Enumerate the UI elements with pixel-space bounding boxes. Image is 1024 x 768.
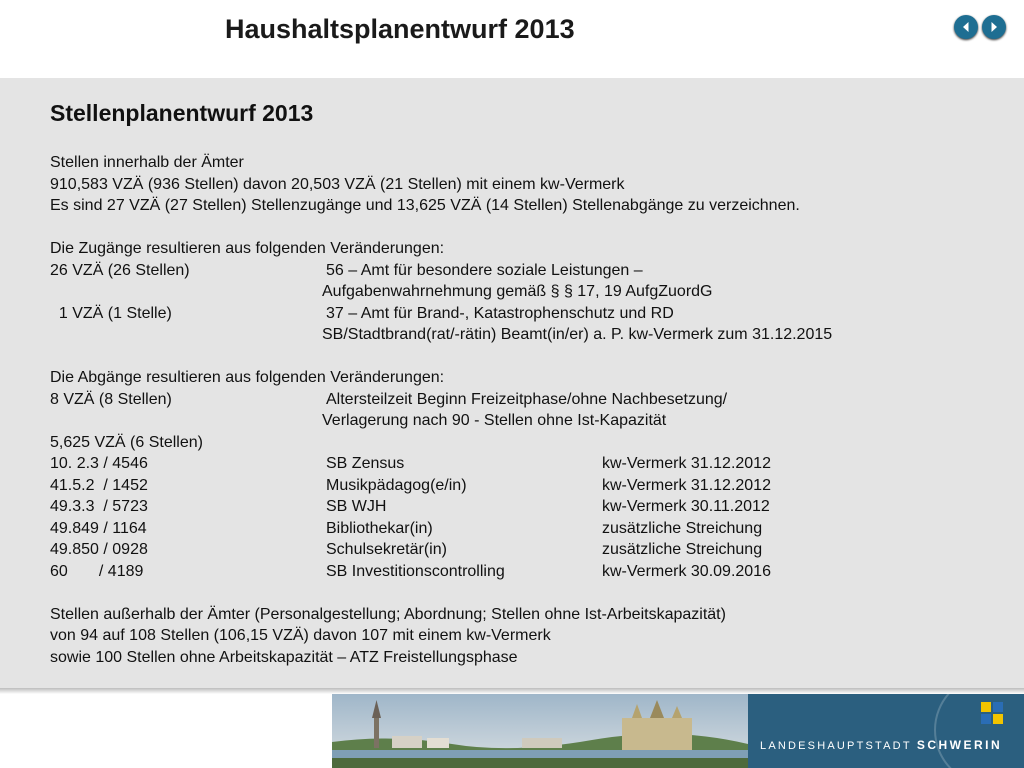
- position-note: zusätzliche Streichung: [602, 519, 763, 537]
- city-name: [760, 738, 1002, 752]
- position-code: 49.3.3 / 5723: [50, 498, 148, 515]
- intro-line: 910,583 VZÄ (936 Stellen) davon 20,503 VZÄ (21 Stellen) mit einem kw-Vermerk: [50, 175, 625, 193]
- position-note: zusätzliche Streichung: [602, 541, 763, 558]
- city-seal-watermark: [934, 694, 1024, 768]
- abgaenge-amount: 8 VZÄ (8 Stellen): [50, 390, 172, 408]
- zugaenge-row: [50, 260, 990, 282]
- abgaenge-desc: Altersteilzeit Beginn Freizeitphase/ohne Nachbesetzung/: [326, 390, 728, 408]
- position-title: Bibliothekar(in): [326, 519, 433, 537]
- city-logo-icon: [981, 702, 1003, 724]
- slide-content: [0, 78, 1024, 688]
- abgaenge-title: Die Abgänge resultieren aus folgenden Veränderungen:: [50, 369, 445, 386]
- zugaenge-continuation: SB/Stadtbrand(rat/-rätin) Beamt(in/er) a. P. kw-Vermerk zum 31.12.2015: [322, 326, 833, 343]
- position-title: Musikpädagog(e/in): [326, 476, 467, 494]
- zugaenge-continuation: Aufgabenwahrnehmung gemäß § § 17, 19 AufgZuordG: [322, 283, 713, 300]
- zugaenge-amount: 1 VZÄ (1 Stelle): [50, 304, 172, 322]
- footer-banner: [332, 694, 1024, 768]
- position-code: 49.849 / 1164: [50, 519, 147, 537]
- table-row: [50, 453, 990, 475]
- brand-panel: [748, 694, 1024, 768]
- ausserhalb-line: Stellen außerhalb der Ämter (Personalgestellung; Abordnung; Stellen ohne Ist-Arbeitskapazität): [50, 605, 726, 623]
- table-row: [50, 539, 990, 561]
- zugaenge-amount: 26 VZÄ (26 Stellen): [50, 261, 190, 279]
- zugaenge-desc: 37 – Amt für Brand-, Katastrophenschutz und RD: [326, 304, 674, 322]
- intro-line: Es sind 27 VZÄ (27 Stellen) Stellenzugänge und 13,625 VZÄ (14 Stellen) Stellenabgänge zu verzeichnen.: [50, 197, 800, 214]
- intro-line: Stellen innerhalb der Ämter: [50, 154, 244, 171]
- position-title: SB Zensus: [326, 455, 405, 472]
- header-bar: [0, 0, 1024, 78]
- position-note: kw-Vermerk 31.12.2012: [602, 455, 771, 472]
- abgaenge-continuation: Verlagerung nach 90 - Stellen ohne Ist-Kapazität: [322, 412, 667, 429]
- table-row: [50, 518, 990, 540]
- position-code: 10. 2.3 / 4546: [50, 455, 148, 472]
- position-note: kw-Vermerk 31.12.2012: [602, 476, 771, 494]
- slide-text: [50, 152, 990, 668]
- city-name-prefix: LANDESHAUPTSTADT: [760, 740, 912, 752]
- ausserhalb-line: sowie 100 Stellen ohne Arbeitskapazität – ATZ Freistellungsphase: [50, 648, 518, 666]
- ausserhalb-line: von 94 auf 108 Stellen (106,15 VZÄ) davon 107 mit einem kw-Vermerk: [50, 627, 551, 644]
- city-name-main: SCHWERIN: [916, 738, 1003, 752]
- next-slide-button[interactable]: [982, 15, 1006, 39]
- page-title: Haushaltsplanentwurf 2013: [225, 14, 575, 44]
- abgaenge-group-label: 5,625 VZÄ (6 Stellen): [50, 433, 203, 451]
- position-title: SB WJH: [326, 498, 387, 515]
- chevron-left-icon: [959, 20, 973, 34]
- section-heading: Stellenplanentwurf 2013: [50, 100, 314, 126]
- position-note: kw-Vermerk 30.11.2012: [602, 498, 770, 515]
- position-code: 60 / 4189: [50, 562, 144, 580]
- position-code: 49.850 / 0928: [50, 541, 148, 558]
- position-note: kw-Vermerk 30.09.2016: [602, 562, 771, 580]
- zugaenge-title: Die Zugänge resultieren aus folgenden Veränderungen:: [50, 240, 445, 257]
- city-panorama-image: [332, 694, 748, 768]
- zugaenge-row: [50, 303, 990, 325]
- table-row: [50, 496, 990, 518]
- previous-slide-button[interactable]: [954, 15, 978, 39]
- zugaenge-desc: 56 – Amt für besondere soziale Leistungen –: [326, 261, 643, 279]
- table-row: [50, 561, 990, 583]
- position-title: Schulsekretär(in): [326, 541, 447, 558]
- chevron-right-icon: [987, 20, 1001, 34]
- abgaenge-row: [50, 389, 990, 411]
- table-row: [50, 475, 990, 497]
- position-title: SB Investitionscontrolling: [326, 562, 505, 580]
- slide-navigation: [954, 15, 1006, 39]
- position-code: 41.5.2 / 1452: [50, 476, 148, 494]
